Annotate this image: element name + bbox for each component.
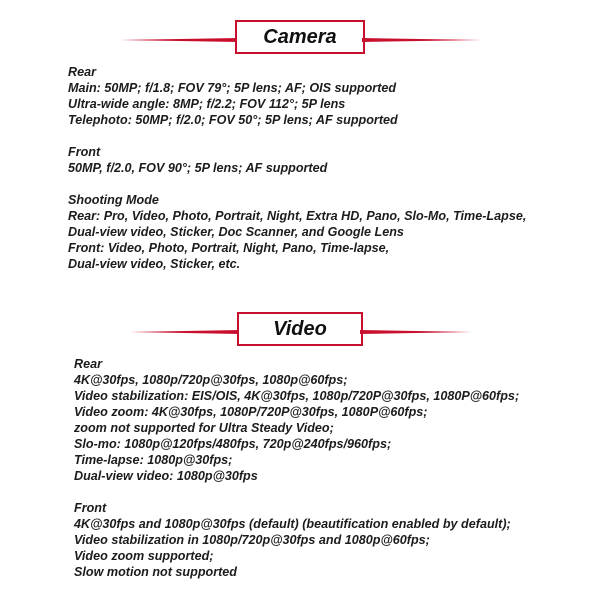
header-divider-left — [130, 330, 240, 334]
header-divider-left — [120, 38, 238, 42]
shooting-mode-heading: Shooting Mode — [68, 193, 159, 207]
video-front-line: Video zoom supported; — [74, 549, 214, 563]
shooting-mode-line: Rear: Pro, Video, Photo, Portrait, Night, Extra HD, Pano, Slo-Mo, Time-Lapse, — [68, 209, 527, 223]
video-specs — [74, 356, 519, 580]
camera-specs — [68, 64, 526, 272]
video-rear-line: Dual-view video: 1080p@30fps — [74, 469, 258, 483]
camera-front-line: 50MP, f/2.0, FOV 90°; 5P lens; AF supported — [68, 161, 328, 175]
camera-rear-line: Ultra-wide angle: 8MP; f/2.2; FOV 112°; 5P lens — [68, 97, 346, 111]
video-section-header — [0, 312, 600, 352]
camera-rear-line: Main: 50MP; f/1.8; FOV 79°; 5P lens; AF; OIS supported — [68, 81, 397, 95]
camera-front-heading: Front — [68, 145, 101, 159]
shooting-mode-line: Front: Video, Photo, Portrait, Night, Pano, Time-lapse, — [68, 241, 390, 255]
header-divider-right — [362, 38, 482, 42]
video-rear-line: zoom not supported for Ultra Steady Video; — [74, 421, 334, 435]
video-rear-line: Video stabilization: EIS/OIS, 4K@30fps, 1080p/720P@30fps, 1080P@60fps; — [74, 389, 520, 403]
camera-title: Camera — [235, 20, 365, 54]
video-front-line: Video stabilization in 1080p/720p@30fps and 1080p@60fps; — [74, 533, 430, 547]
video-rear-line: 4K@30fps, 1080p/720p@30fps, 1080p@60fps; — [74, 373, 348, 387]
video-rear-line: Slo-mo: 1080p@120fps/480fps, 720p@240fps/960fps; — [74, 437, 392, 451]
video-rear-line: Time-lapse: 1080p@30fps; — [74, 453, 233, 467]
video-front-line: Slow motion not supported — [74, 565, 237, 579]
video-front-heading: Front — [74, 501, 107, 515]
shooting-mode-line: Dual-view video, Sticker, Doc Scanner, and Google Lens — [68, 225, 404, 239]
video-title: Video — [237, 312, 363, 346]
video-front-line: 4K@30fps and 1080p@30fps (default) (beautification enabled by default); — [74, 517, 511, 531]
shooting-mode-line: Dual-view video, Sticker, etc. — [68, 257, 241, 271]
camera-rear-line: Telephoto: 50MP; f/2.0; FOV 50°; 5P lens; AF supported — [68, 113, 398, 127]
video-rear-line: Video zoom: 4K@30fps, 1080P/720P@30fps, 1080P@60fps; — [74, 405, 428, 419]
camera-section-header — [0, 20, 600, 60]
header-divider-right — [360, 330, 472, 334]
video-rear-heading: Rear — [74, 357, 103, 371]
camera-rear-heading: Rear — [68, 65, 97, 79]
